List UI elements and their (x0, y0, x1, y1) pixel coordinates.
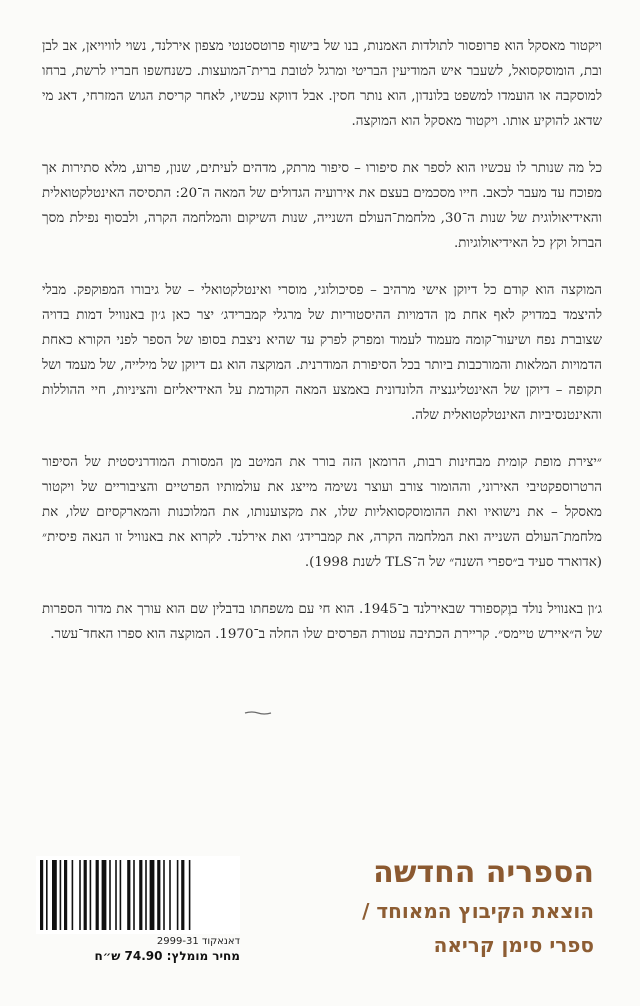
barcode-area (36, 856, 240, 966)
barcode (36, 856, 240, 934)
blurb-paragraph-3: המוקצה הוא קודם כל דיוקן אישי מרהיב – פסיכולוגי, מוסרי ואינטלקטואלי – של גיבורו המפוקפק. מבלי להיצמד במדויק לאף אחת מן הדמויות ההיסטוריות של מרגלי קמברידג׳ יצר כאן ג׳ון באנוויל דמות בדויה שצוברת נפח ושיעור־קומה מעמוד לעמוד ומפרק לפרק עד שהיא ניצבת בסופו של הספר לפני הקורא כאחת הדמויות המלאות והמורכבות ביותר בכל הסיפורת המודרנית. המוקצה הוא גם דיוקן של מילייה, של מעמד ושל תקופה – דיוקן של האינטליגנציה הלונדונית באמצע המאה הקודמת על האידיאליזם והציניות, חיי ההוללות והאינטנסיביות האינטלקטואלית שלה. (42, 283, 602, 423)
publisher-imprint (254, 852, 594, 962)
barcode-bar (181, 860, 184, 930)
price-label: מחיר מומלץ: 74.90 ש״ח (94, 949, 240, 963)
blurb-paragraph-2: כל מה שנותר לו עכשיו הוא לספר את סיפורו – סיפור מרתק, מדהים לעיתים, שנון, פרוע, מלא סתירות אך מפוכח עד מעבר לכאב. חייו מסכמים בעצם את אירועיה הגדולים של המאה ה־20: התסיסה האינטלקטואלית והאידיאולוגית של שנות ה־30, מלחמת־העולם השנייה, שנות השיקום והמלחמה הקרה, ולבסוף נפילת מסך הברזל וקץ כל האידיאולוגיות. (42, 161, 602, 251)
blurb-paragraph-1: ויקטור מאסקל הוא פרופסור לתולדות האמנות, בנו של בישוף פרוטסטנטי מצפון אירלנד, נשוי לוויויאן, אב לבן ובת, הומוסקסואל, לשעבר איש המודיעין הבריטי ומרגל לטובת ברית־המועצות. כשנחשפו חבריו לרשת, ברחו למוסקבה או הועמדו למשפט בלונדון, הוא נותר חסין. אבל דווקא עכשיו, לאחר קריסת הגוש המזרחי, דאג מי שדאג להוקיע אותו. ויקטור מאסקל הוא המוקצה. (42, 39, 602, 129)
barcode-bar (189, 860, 191, 930)
review-quote: ״יצירת מופת קומית מבחינות רבות, הרומאן הזה בורר את המיטב מן המסורת המודרניסטית של הסיפור הרטרוספקטיבי האירוני, וההומור צורב ועוצר נשימה מייצג את עולמותיו הפרטיים והציבוריים של ויקטור מאסקל – את נישואיו ואת ההומוסקסואליות שלו, את מקצוענותו, את המלוכנות והמארקסיזם שלו, את מלחמת־העולם השנייה ואת המלחמה הקרה, את קמברידג׳ ואת אירלנד. לקרוא את באנוויל זו הנאה פיסית״ (אדוארד סעיד ב״ספרי השנה״ של ה־TLS לשנת 1998). (42, 455, 602, 570)
barcode-bar (79, 860, 81, 930)
publisher-name: הוצאת הקיבוץ המאוחד / (362, 899, 594, 923)
catalog-code: דאנאקוד 2999-31 (156, 936, 240, 947)
barcode-bar (96, 860, 99, 930)
barcode-bar (177, 860, 179, 930)
barcode-bar (133, 860, 135, 930)
barcode-bar (40, 860, 43, 930)
ink-mark (244, 710, 272, 716)
barcode-bar (60, 860, 62, 930)
barcode-bar (169, 860, 171, 930)
barcode-bar (145, 860, 147, 930)
barcode-bar (163, 860, 165, 930)
barcode-bar (102, 860, 107, 930)
barcode-bar (139, 860, 142, 930)
barcode-bar (46, 860, 48, 930)
author-bio: ג׳ון באנוויל נולד בוֶקספורד שבאירלנד ב־1945. הוא חי עם משפחתו בדבלין שם הוא עורך את מדור הספרות של ה״איירש טיימס״. קריירת הכתיבה עטורת הפרסים שלו החלה ב־1970. המוקצה הוא ספרו האחד־עשר. (42, 602, 602, 642)
barcode-bar (127, 860, 130, 930)
collection-name: ספרי סימן קריאה (433, 933, 594, 957)
series-title: הספריה החדשה (373, 855, 594, 890)
barcode-bar (115, 860, 117, 930)
barcode-bar (64, 860, 67, 930)
barcode-bar (157, 860, 160, 930)
barcode-bar (90, 860, 92, 930)
barcode-bar (120, 860, 122, 930)
blurb-text (42, 34, 602, 669)
barcode-bar (109, 860, 111, 930)
barcode-bar (72, 860, 74, 930)
barcode-bar (84, 860, 87, 930)
barcode-bar (150, 860, 155, 930)
barcode-bar (52, 860, 57, 930)
